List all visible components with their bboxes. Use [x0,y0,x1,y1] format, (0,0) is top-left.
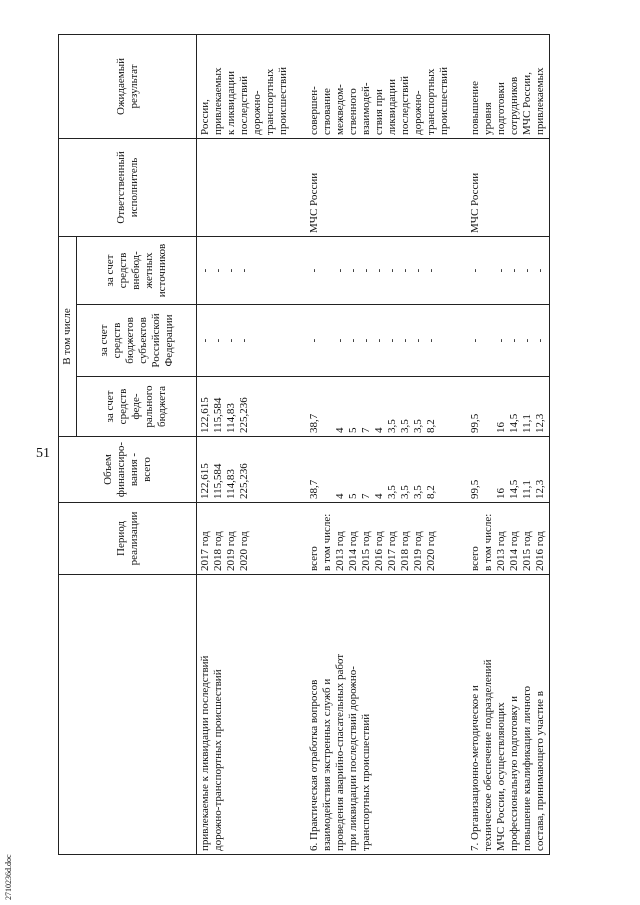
federal-budget-line: 3,5 [412,419,424,433]
period-line: в том числе: [482,513,494,571]
expected-result-line: дорожно- [251,90,263,135]
offbudget-sources-line: - [412,268,424,273]
measure-name [467,575,550,855]
offbudget-sources-line [321,240,334,301]
spacer-cell [453,377,467,437]
volume-total [467,437,550,503]
expected-result-line: ствия при [373,89,385,135]
table-row [306,34,453,854]
federal-budget-line: 5 [347,427,359,433]
measure-name [197,575,293,855]
federal-budget-line: 38,7 [308,413,320,433]
executor [197,138,293,236]
period-line: 2019 год [225,531,237,571]
measure-name-line: при ликвидации последствий дорожно- [347,666,359,851]
header-federal: за счет средств феде-рального бюджета [77,377,197,437]
expected-result-line: сотрудников [508,76,520,135]
federal-budget-line: 122,615 [199,397,211,433]
federal-budget [306,377,453,437]
volume-total-line: 14,5 [508,479,520,499]
measure-name-line: состава, принимающего участие в [534,691,546,851]
regional-budget-line: - [386,338,398,343]
federal-budget-line: 99,5 [469,413,481,433]
spacer-cell [292,236,306,304]
offbudget-sources-line: - [334,268,346,273]
expected-result-line: привлекаемых [534,67,546,135]
federal-budget-line: 4 [373,427,385,433]
regional-budget [197,305,293,377]
federal-budget-line: 8,2 [425,419,437,433]
period-line: 2020 год [425,531,437,571]
regional-budget-line: - [469,338,481,343]
federal-budget-line: 7 [360,427,372,433]
offbudget-sources-line: - [238,268,250,273]
expected-result-line: ственного [347,88,359,135]
regional-budget-line: - [360,338,372,343]
expected-result-line: межведом- [334,84,346,135]
expected-result-line: дорожно- [412,90,424,135]
volume-total [197,437,293,503]
measure-name-line: привлекаемые к ликвидации последствий [199,655,211,851]
period-line: всего [469,546,481,571]
regional-budget-line: - [399,338,411,343]
volume-total-line [321,440,334,499]
measure-name-line: профессиональную подготовку и [508,696,520,851]
federal-budget-line: 115,584 [212,397,224,433]
offbudget-sources-line [482,240,495,301]
spacer-cell [292,377,306,437]
volume-total-line: 3,5 [412,485,424,499]
period [306,503,453,575]
period-line: 2019 год [412,531,424,571]
period [467,503,550,575]
period-line: 2017 год [386,531,398,571]
offbudget-sources-line: - [425,268,437,273]
expected-result-line: уровня [482,102,494,135]
federal-budget-line: 16 [495,422,507,433]
expected-result [467,34,550,138]
volume-total [306,437,453,503]
period-line: 2015 год [521,531,533,571]
volume-total-line [482,440,495,499]
spacer-cell [453,236,467,304]
offbudget-sources [467,236,550,304]
federal-budget-line: 3,5 [386,419,398,433]
measure-name [306,575,453,855]
table-row [467,34,550,854]
period-line: 2020 год [238,531,250,571]
offbudget-sources [197,236,293,304]
spacer-cell [292,305,306,377]
regional-budget-line [482,308,495,373]
federal-budget-line [482,380,495,433]
row-spacer [292,34,306,854]
period-line: 2014 год [347,531,359,571]
volume-total-line: 3,5 [399,485,411,499]
offbudget-sources-line: - [469,268,481,273]
period-line: 2016 год [373,531,385,571]
period-line: 2015 год [360,531,372,571]
regional-budget-line: - [373,338,385,343]
executor [306,138,453,236]
expected-result-line: транспортных [425,68,437,135]
offbudget-sources-line: - [386,268,398,273]
regional-budget-line: - [425,338,437,343]
regional-budget [467,305,550,377]
regional-budget-line: - [534,338,546,343]
measure-name-line: техническое обеспечение подразделений [482,659,494,851]
table-row [197,34,293,854]
period-line: 2014 год [508,531,520,571]
spacer-cell [453,305,467,377]
spacer-cell [453,138,467,236]
spacer-cell [292,575,306,855]
expected-result-line: происшествий [438,67,450,135]
regional-budget-line: - [225,338,237,343]
period-line: 2018 год [399,531,411,571]
regional-budget-line: - [521,338,533,343]
regional-budget-line: - [334,338,346,343]
measure-name-line: 7. Организационно-методическое и [469,685,481,851]
offbudget-sources [306,236,453,304]
offbudget-sources-line: - [495,268,507,273]
period-line: 2016 год [534,531,546,571]
offbudget-sources-line: - [212,268,224,273]
measure-name-line: проведения аварийно-спасательных работ [334,653,346,851]
federal-budget [467,377,550,437]
period-line: 2013 год [495,531,507,571]
footer-code: 2710236d.doc [4,854,13,900]
federal-budget-line: 114,83 [225,403,237,433]
offbudget-sources-line: - [373,268,385,273]
header-offbudget: за счет средств внебюд-жетных источников [77,236,197,304]
spacer-cell [292,34,306,138]
measure-name-line: дорожно-транспортных происшествий [212,669,224,851]
spacer-cell [292,138,306,236]
offbudget-sources-line: - [308,268,320,273]
expected-result-line: к ликвидации [225,70,237,135]
regional-budget-line: - [412,338,424,343]
expected-result-line: совершен- [308,86,320,135]
volume-total-line: 7 [360,493,372,499]
spacer-cell [292,437,306,503]
period-line: 2018 год [212,531,224,571]
executor-line: МЧС России [308,172,320,233]
expected-result-line: ликвидации [386,79,398,135]
offbudget-sources-line: - [534,268,546,273]
period-line: всего [308,546,320,571]
volume-total-line: 4 [334,493,346,499]
volume-total-line: 122,615 [199,463,211,499]
header-executor: Ответственный исполнитель [59,138,197,236]
period [197,503,293,575]
header-name [59,575,197,855]
expected-result-line: МЧС России, [521,72,533,135]
expected-result-line: привлекаемых [212,67,224,135]
volume-total-line: 225,236 [238,463,250,499]
spacer-cell [292,503,306,575]
measure-name-line: повышение квалификации личного [521,686,533,851]
volume-total-line: 16 [495,488,507,499]
volume-total-line: 3,5 [386,485,398,499]
offbudget-sources-line: - [360,268,372,273]
offbudget-sources-line: - [225,268,237,273]
executor [467,138,550,236]
measure-name-line: транспортных происшествий [360,713,372,851]
expected-result-line: взаимодей- [360,82,372,135]
volume-total-line: 38,7 [308,479,320,499]
page-number: 51 [36,446,50,461]
regional-budget-line: - [199,338,211,343]
executor-line: МЧС России [469,172,481,233]
program-table [58,34,550,855]
expected-result-line: России, [199,99,211,135]
regional-budget [306,305,453,377]
expected-result [306,34,453,138]
expected-result [197,34,293,138]
offbudget-sources-line: - [347,268,359,273]
federal-budget-line: 12,3 [534,413,546,433]
federal-budget-line: 3,5 [399,419,411,433]
expected-result-line: ствование [321,88,333,135]
period-line: 2017 год [199,531,211,571]
regional-budget-line: - [212,338,224,343]
header-result: Ожидаемый результат [59,34,197,138]
expected-result-line: последствий [399,75,411,135]
federal-budget-line: 11,1 [521,414,533,433]
federal-budget-line [321,380,334,433]
volume-total-line: 99,5 [469,479,481,499]
expected-result-line: происшествий [277,67,289,135]
table-body [197,34,550,854]
header-group: В том числе [59,236,77,436]
spacer-cell [453,503,467,575]
offbudget-sources-line: - [521,268,533,273]
executor-line [199,142,212,233]
header-volume: Объем финансиро-вания - всего [59,437,197,503]
offbudget-sources-line: - [199,268,211,273]
period-line: в том числе: [321,513,333,571]
federal-budget [197,377,293,437]
spacer-cell [453,34,467,138]
row-spacer [453,34,467,854]
spacer-cell [453,437,467,503]
offbudget-sources-line: - [399,268,411,273]
spacer-cell [453,575,467,855]
volume-total-line: 115,584 [212,463,224,499]
measure-name-line: 6. Практическая отработка вопросов [308,679,320,851]
federal-budget-line: 14,5 [508,413,520,433]
federal-budget-line: 225,236 [238,397,250,433]
regional-budget-line: - [308,338,320,343]
period-line: 2013 год [334,531,346,571]
regional-budget-line [321,308,334,373]
regional-budget-line: - [495,338,507,343]
regional-budget-line: - [238,338,250,343]
measure-name-line: взаимодействия экстренных служб и [321,678,333,851]
offbudget-sources-line: - [508,268,520,273]
expected-result-line: транспортных [264,68,276,135]
measure-name-line: МЧС России, осуществляющих [495,702,507,851]
volume-total-line: 11,1 [521,480,533,499]
expected-result-line: повышение [469,81,481,135]
volume-total-line: 5 [347,493,359,499]
volume-total-line: 8,2 [425,485,437,499]
header-regional: за счет средств бюджетов субъектов Российской Федерации [77,305,197,377]
regional-budget-line: - [347,338,359,343]
expected-result-line: подготовки [495,82,507,135]
expected-result-line: последствий [238,75,250,135]
federal-budget-line: 4 [334,427,346,433]
volume-total-line: 4 [373,493,385,499]
volume-total-line: 114,83 [225,469,237,499]
header-period: Период реализации [59,503,197,575]
volume-total-line: 12,3 [534,479,546,499]
regional-budget-line: - [508,338,520,343]
rotated-table-container [58,35,578,855]
